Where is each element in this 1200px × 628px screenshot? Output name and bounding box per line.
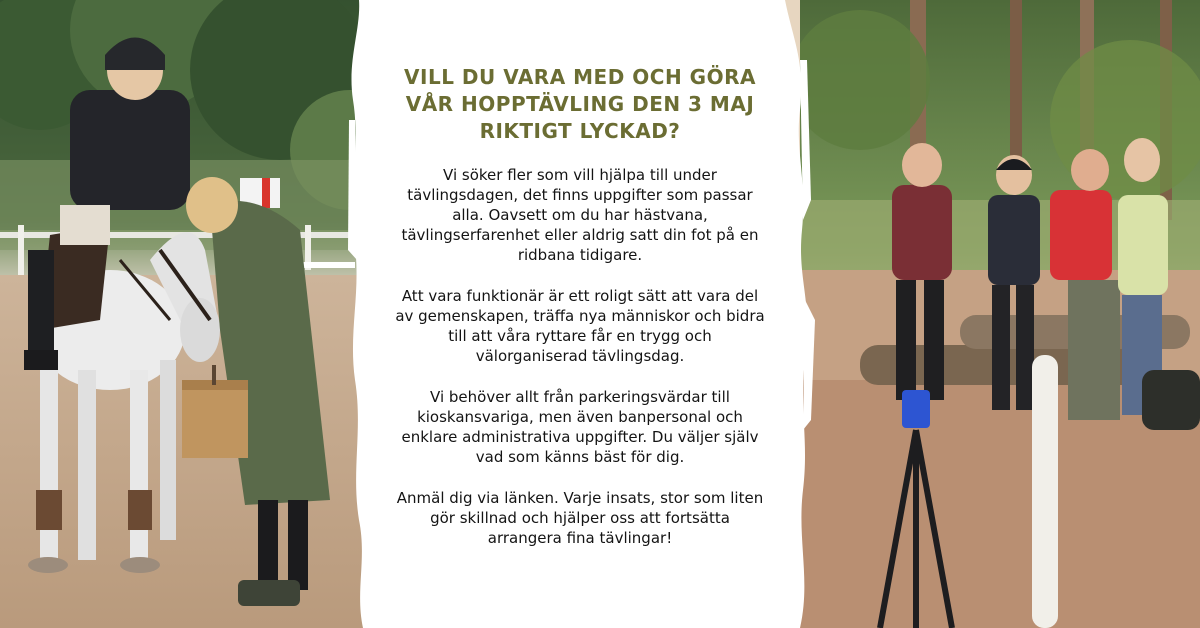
heading: VILL DU VARA MED OCH GÖRA VÅR HOPPTÄVLING DEN 3 MAJ RIKTIGT LYCKAD?	[404, 65, 756, 143]
paragraph-signup: Anmäl dig via länken. Varje insats, stor som liten gör skillnad och hjälper oss att fortsätta arrangera fina tävlingar!	[396, 489, 764, 547]
photo-group-of-volunteers	[800, 0, 1200, 628]
photo-rider-and-volunteer	[0, 0, 380, 628]
text-panel	[345, 0, 815, 628]
paragraph-volunteer-role: Att vara funktionär är ett roligt sätt att vara del av gemenskapen, träffa nya människor och bidra till att våra ryttare får en trygg och välorganiserad tävlingsdag.	[395, 287, 765, 365]
paragraph-tasks: Vi behöver allt från parkeringsvärdar till kioskansvariga, men även banpersonal och enklare administrativa uppgifter. Du väljer själv vad som känns bäst för dig.	[401, 388, 759, 466]
paragraph-intro: Vi söker fler som vill hjälpa till under tävlingsdagen, det finns uppgifter som passar alla. Oavsett om du har hästvana, tävlingserfarenhet eller aldrig satt din fot på en ridbana tidigare.	[401, 166, 759, 264]
text-content	[395, 64, 765, 569]
